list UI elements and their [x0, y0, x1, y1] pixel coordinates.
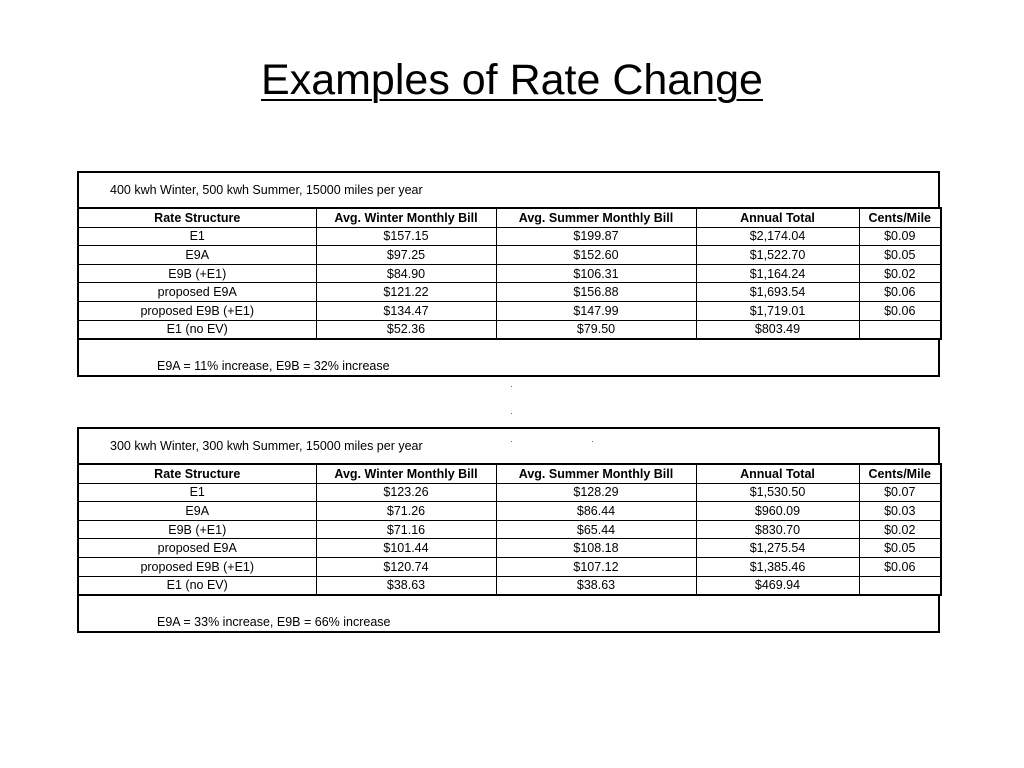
cell-cents-per-mile: $0.09 [859, 227, 941, 246]
cell-rate-structure: E1 [78, 483, 316, 502]
table-row [78, 227, 941, 246]
rate-table-block-1 [77, 171, 940, 377]
cell-summer-bill: $86.44 [496, 502, 696, 521]
cell-winter-bill: $134.47 [316, 301, 496, 320]
cell-annual-total: $1,522.70 [696, 246, 859, 265]
table-note-box [77, 340, 940, 377]
column-header-annual-total: Annual Total [696, 464, 859, 483]
cell-cents-per-mile: $0.02 [859, 264, 941, 283]
cell-cents-per-mile: $0.03 [859, 502, 941, 521]
cell-summer-bill: $156.88 [496, 283, 696, 302]
cell-rate-structure: proposed E9A [78, 539, 316, 558]
cell-annual-total: $1,385.46 [696, 557, 859, 576]
table-caption: 400 kwh Winter, 500 kwh Summer, 15000 miles per year [110, 183, 423, 197]
cell-winter-bill: $71.16 [316, 520, 496, 539]
table-caption-box [77, 171, 940, 207]
cell-annual-total: $1,275.54 [696, 539, 859, 558]
column-header-winter-bill: Avg. Winter Monthly Bill [316, 464, 496, 483]
cell-winter-bill: $38.63 [316, 576, 496, 595]
table-row [78, 301, 941, 320]
table-row [78, 283, 941, 302]
table-row [78, 520, 941, 539]
cell-annual-total: $960.09 [696, 502, 859, 521]
table-header-row [78, 208, 941, 227]
cell-rate-structure: proposed E9A [78, 283, 316, 302]
cell-summer-bill: $128.29 [496, 483, 696, 502]
cell-rate-structure: E9B (+E1) [78, 520, 316, 539]
cell-annual-total: $803.49 [696, 320, 859, 339]
cell-winter-bill: $123.26 [316, 483, 496, 502]
cell-winter-bill: $71.26 [316, 502, 496, 521]
table-row [78, 576, 941, 595]
cell-annual-total: $1,693.54 [696, 283, 859, 302]
cell-rate-structure: E9A [78, 502, 316, 521]
rate-table [77, 463, 942, 596]
cell-winter-bill: $121.22 [316, 283, 496, 302]
table-caption-box [77, 427, 940, 463]
cell-cents-per-mile: $0.07 [859, 483, 941, 502]
cell-rate-structure: E9B (+E1) [78, 264, 316, 283]
cell-annual-total: $1,530.50 [696, 483, 859, 502]
cell-summer-bill: $199.87 [496, 227, 696, 246]
cell-summer-bill: $147.99 [496, 301, 696, 320]
table-row [78, 557, 941, 576]
table-row [78, 483, 941, 502]
cell-winter-bill: $101.44 [316, 539, 496, 558]
cell-annual-total: $2,174.04 [696, 227, 859, 246]
table-row [78, 246, 941, 265]
table-row [78, 264, 941, 283]
column-header-summer-bill: Avg. Summer Monthly Bill [496, 208, 696, 227]
table-note: E9A = 11% increase, E9B = 32% increase [157, 359, 390, 374]
cell-summer-bill: $152.60 [496, 246, 696, 265]
cell-rate-structure: proposed E9B (+E1) [78, 301, 316, 320]
table-note-box [77, 596, 940, 633]
cell-annual-total: $469.94 [696, 576, 859, 595]
cell-summer-bill: $108.18 [496, 539, 696, 558]
page-title: Examples of Rate Change [261, 56, 763, 104]
cell-rate-structure: E1 [78, 227, 316, 246]
cell-annual-total: $1,719.01 [696, 301, 859, 320]
stray-mark [511, 386, 512, 387]
column-header-summer-bill: Avg. Summer Monthly Bill [496, 464, 696, 483]
column-header-winter-bill: Avg. Winter Monthly Bill [316, 208, 496, 227]
cell-cents-per-mile: $0.06 [859, 301, 941, 320]
cell-cents-per-mile: $0.02 [859, 520, 941, 539]
cell-cents-per-mile: $0.06 [859, 557, 941, 576]
cell-winter-bill: $97.25 [316, 246, 496, 265]
cell-summer-bill: $106.31 [496, 264, 696, 283]
cell-cents-per-mile: $0.05 [859, 246, 941, 265]
stray-mark [511, 413, 512, 414]
table-header-row [78, 464, 941, 483]
column-header-cents-per-mile: Cents/Mile [859, 208, 941, 227]
cell-annual-total: $830.70 [696, 520, 859, 539]
table-row [78, 502, 941, 521]
cell-cents-per-mile: $0.06 [859, 283, 941, 302]
cell-winter-bill: $52.36 [316, 320, 496, 339]
cell-summer-bill: $38.63 [496, 576, 696, 595]
cell-rate-structure: E1 (no EV) [78, 576, 316, 595]
rate-table [77, 207, 942, 340]
cell-summer-bill: $107.12 [496, 557, 696, 576]
cell-cents-per-mile: $0.05 [859, 539, 941, 558]
column-header-cents-per-mile: Cents/Mile [859, 464, 941, 483]
cell-winter-bill: $120.74 [316, 557, 496, 576]
cell-rate-structure: E1 (no EV) [78, 320, 316, 339]
column-header-annual-total: Annual Total [696, 208, 859, 227]
cell-summer-bill: $79.50 [496, 320, 696, 339]
rate-table-block-2 [77, 427, 940, 633]
cell-winter-bill: $157.15 [316, 227, 496, 246]
cell-cents-per-mile [859, 576, 941, 595]
cell-winter-bill: $84.90 [316, 264, 496, 283]
column-header-rate-structure: Rate Structure [78, 208, 316, 227]
cell-annual-total: $1,164.24 [696, 264, 859, 283]
table-note: E9A = 33% increase, E9B = 66% increase [157, 615, 391, 630]
table-caption: 300 kwh Winter, 300 kwh Summer, 15000 miles per year [110, 439, 423, 453]
table-row [78, 539, 941, 558]
column-header-rate-structure: Rate Structure [78, 464, 316, 483]
cell-rate-structure: proposed E9B (+E1) [78, 557, 316, 576]
cell-summer-bill: $65.44 [496, 520, 696, 539]
table-row [78, 320, 941, 339]
cell-cents-per-mile [859, 320, 941, 339]
cell-rate-structure: E9A [78, 246, 316, 265]
